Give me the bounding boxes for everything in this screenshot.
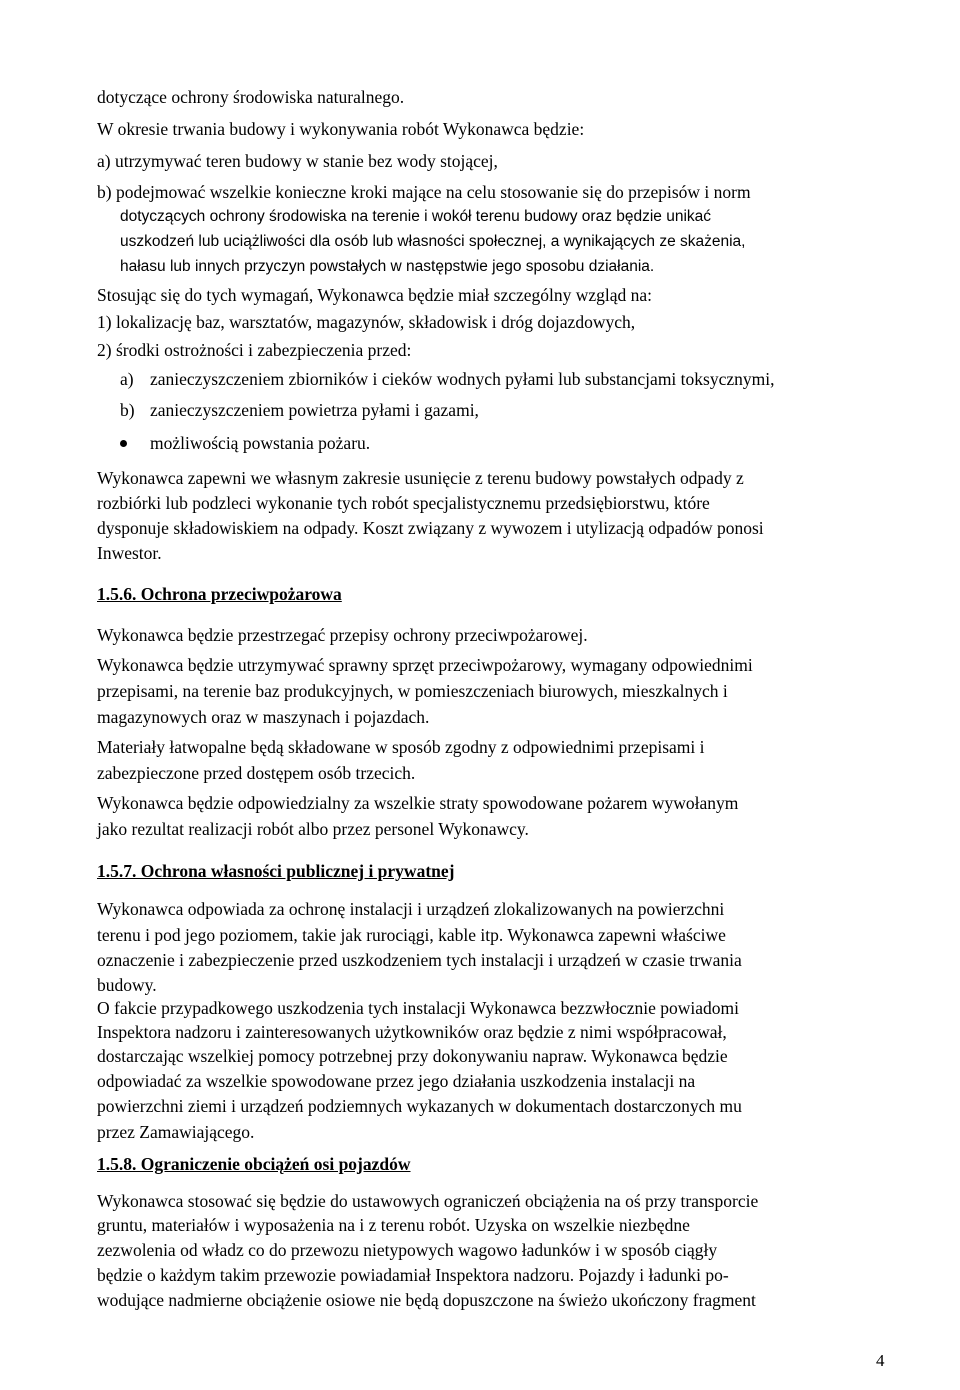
- sublist-item-a: zanieczyszczeniem zbiorników i cieków wodnych pyłami lub substancjami toksycznymi,: [150, 369, 775, 389]
- paragraph-line: hałasu lub innych przyczyn powstałych w następstwie jego sposobu działania.: [120, 258, 655, 275]
- paragraph-line: dotyczące ochrony środowiska naturalnego.: [97, 87, 405, 107]
- bullet-item: możliwością powstania pożaru.: [150, 433, 371, 453]
- bullet-icon: [120, 440, 127, 447]
- paragraph-line: Materiały łatwopalne będą składowane w sposób zgodny z odpowiednimi przepisami i: [97, 737, 705, 757]
- paragraph-line: Wykonawca zapewni we własnym zakresie usunięcie z terenu budowy powstałych odpady z: [97, 468, 744, 488]
- paragraph-line: rozbiórki lub podzleci wykonanie tych robót specjalistycznemu przedsiębiorstwu, które: [97, 493, 710, 513]
- paragraph-line: uszkodzeń lub uciążliwości dla osób lub własności społecznej, a wynikających ze skażenia,: [120, 233, 746, 250]
- paragraph-line: dotyczących ochrony środowiska na terenie i wokół terenu budowy oraz będzie unikać: [120, 208, 712, 225]
- paragraph-line: dysponuje składowiskiem na odpady. Koszt związany z wywozem i utylizacją odpadów ponosi: [97, 518, 764, 538]
- paragraph-line: Wykonawca będzie odpowiedzialny za wszelkie straty spowodowane pożarem wywołanym: [97, 793, 739, 813]
- paragraph-line: Stosując się do tych wymagań, Wykonawca będzie miał szczególny wzgląd na:: [97, 285, 653, 305]
- paragraph-line: odpowiadać za wszelkie spowodowane przez jego działania uszkodzenia instalacji na: [97, 1071, 696, 1091]
- paragraph-line: O fakcie przypadkowego uszkodzenia tych instalacji Wykonawca bezzwłocznie powiadomi: [97, 998, 739, 1018]
- section-heading: 1.5.7. Ochrona własności publicznej i prywatnej: [97, 861, 455, 881]
- paragraph-line: będzie o każdym takim przewozie powiadamiał Inspektora nadzoru. Pojazdy i ładunki po-: [97, 1265, 729, 1285]
- sublist-label-b: b): [120, 400, 135, 420]
- paragraph-line: jako rezultat realizacji robót albo przez personel Wykonawcy.: [97, 819, 529, 839]
- list-item-2: 2) środki ostrożności i zabezpieczenia przed:: [97, 340, 412, 360]
- list-item-b: b) podejmować wszelkie konieczne kroki mające na celu stosowanie się do przepisów i norm: [97, 182, 751, 202]
- paragraph-line: magazynowych oraz w maszynach i pojazdach.: [97, 707, 430, 727]
- sublist-label-a: a): [120, 369, 134, 389]
- paragraph-line: Wykonawca będzie przestrzegać przepisy ochrony przeciwpożarowej.: [97, 625, 588, 645]
- paragraph-line: Wykonawca odpowiada za ochronę instalacji i urządzeń zlokalizowanych na powierzchni: [97, 899, 725, 919]
- paragraph-line: przepisami, na terenie baz produkcyjnych, w pomieszczeniach biurowych, mieszkalnych i: [97, 681, 728, 701]
- list-item-1: 1) lokalizację baz, warsztatów, magazynów, składowisk i dróg dojazdowych,: [97, 312, 636, 332]
- paragraph-line: Wykonawca stosować się będzie do ustawowych ograniczeń obciążenia na oś przy transporcie: [97, 1191, 759, 1211]
- paragraph-line: gruntu, materiałów i wyposażenia na i z terenu robót. Uzyska on wszelkie niezbędne: [97, 1215, 690, 1235]
- paragraph-line: zabezpieczone przed dostępem osób trzecich.: [97, 763, 416, 783]
- paragraph-line: wodujące nadmierne obciążenie osiowe nie będą dopuszczone na świeżo ukończony fragment: [97, 1290, 756, 1310]
- section-heading: 1.5.8. Ograniczenie obciążeń osi pojazdów: [97, 1154, 411, 1174]
- paragraph-line: Inspektora nadzoru i zainteresowanych użytkowników oraz będzie z nimi współpracował,: [97, 1022, 727, 1042]
- paragraph-line: terenu i pod jego poziomem, takie jak rurociągi, kable itp. Wykonawca zapewni właściwe: [97, 925, 726, 945]
- paragraph-line: oznaczenie i zabezpieczenie przed uszkodzeniem tych instalacji i urządzeń w czasie trwania: [97, 950, 742, 970]
- paragraph-line: przez Zamawiającego.: [97, 1122, 255, 1142]
- paragraph-line: dostarczając wszelkiej pomocy potrzebnej przy dokonywaniu napraw. Wykonawca będzie: [97, 1046, 728, 1066]
- paragraph-line: budowy.: [97, 975, 157, 995]
- paragraph-line: zezwolenia od władz co do przewozu nietypowych wagowo ładunków i w sposób ciągły: [97, 1240, 718, 1260]
- paragraph-line: Wykonawca będzie utrzymywać sprawny sprzęt przeciwpożarowy, wymagany odpowiednimi: [97, 655, 753, 675]
- list-item-a: a) utrzymywać teren budowy w stanie bez wody stojącej,: [97, 151, 498, 171]
- page-number: 4: [876, 1351, 885, 1370]
- sublist-item-b: zanieczyszczeniem powietrza pyłami i gazami,: [150, 400, 479, 420]
- paragraph-line: W okresie trwania budowy i wykonywania robót Wykonawca będzie:: [97, 119, 585, 139]
- paragraph-line: powierzchni ziemi i urządzeń podziemnych wykazanych w dokumentach dostarczonych mu: [97, 1096, 742, 1116]
- paragraph-line: Inwestor.: [97, 543, 162, 563]
- section-heading: 1.5.6. Ochrona przeciwpożarowa: [97, 584, 342, 604]
